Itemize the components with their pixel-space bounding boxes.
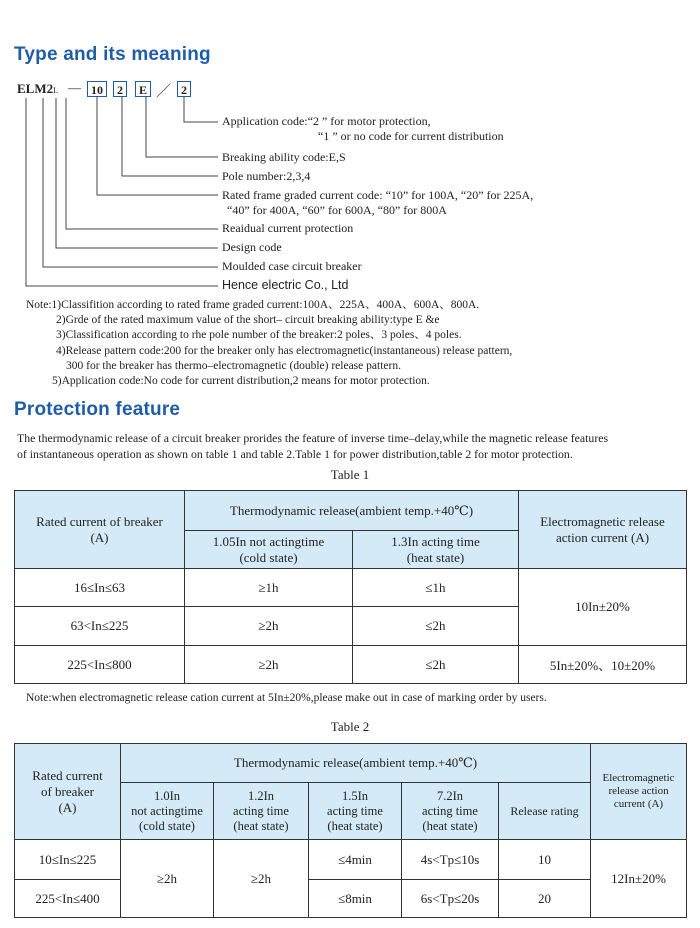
legend-company: Hence electric Co., Ltd: [222, 278, 349, 292]
t1-cell-cold: ≥2h: [185, 646, 353, 684]
note-line: 2)Grde of the rated maximum value of the short– circuit breaking ability:type E &e: [56, 314, 440, 327]
notes-block: [26, 298, 512, 389]
t2-header-c4: 7.2In acting time (heat state): [402, 783, 499, 840]
t2-header-em: Electromagnetic release action current (A): [591, 744, 687, 840]
paragraph-line: The thermodynamic release of a circuit breaker prorides the feature of inverse time–delay,while the magnetic release features: [17, 431, 609, 445]
code-dash: —: [68, 80, 81, 95]
t1-cell-range: 63<In≤225: [15, 607, 185, 646]
t2-header-thermo: Thermodynamic release(ambient temp.+40℃): [121, 744, 591, 783]
legend-residual-current: Reaidual current protection: [222, 221, 354, 235]
t2-cell-c2-merged: ≥2h: [214, 840, 309, 918]
t1-cell-heat: ≤2h: [353, 607, 519, 646]
t1-cell-heat: ≤1h: [353, 569, 519, 607]
table2: [14, 743, 687, 918]
t2-header-c5: Release rating: [499, 783, 591, 840]
legend-design-code: Design code: [222, 240, 282, 254]
note-line: Note:1)Classifition according to rated frame graded current:100A、225A、400A、600A、800A.: [26, 299, 480, 311]
t1-cell-em-last: 5In±20%、10±20%: [519, 646, 687, 684]
t2-cell-range: 10≤In≤225: [15, 840, 121, 880]
legend-application-code-2: “1 ” or no code for current distribution: [318, 129, 504, 143]
code-slash: ／: [156, 84, 172, 100]
legend-rated-frame: Rated frame graded current code: “10” for 100A, “20” for 225A,: [222, 188, 534, 202]
table-row: [15, 880, 687, 918]
note-line: 5)Application code:No code for current distribution,2 means for motor protection.: [52, 375, 430, 388]
t1-cell-cold: ≥1h: [185, 569, 353, 607]
t2-cell-c5: 10: [499, 840, 591, 880]
t1-cell-cold: ≥2h: [185, 607, 353, 646]
t1-cell-range: 16≤In≤63: [15, 569, 185, 607]
note-line: 300 for the breaker has thermo–electromagnetic (double) release pattern.: [66, 359, 401, 372]
note-line: 4)Release pattern code:200 for the breaker only has electromagnetic(instantaneous) release pattern,: [56, 344, 513, 357]
t2-header-c2: 1.2In acting time (heat state): [214, 783, 309, 840]
section-title-protection: Protection feature: [14, 399, 181, 420]
t2-cell-c3: ≤8min: [309, 880, 402, 918]
table1-note: Note:when electromagnetic release cation current at 5In±20%,please make out in case of marking order by users.: [26, 692, 547, 704]
code-prefix: ELM2L: [17, 81, 59, 96]
t1-cell-em-merged: 10In±20%: [519, 569, 687, 646]
t1-header-cold: 1.05In not actingtime (cold state): [185, 531, 353, 569]
t2-cell-c5: 20: [499, 880, 591, 918]
section-title-type-meaning: Type and its meaning: [14, 44, 211, 65]
t2-cell-c1-merged: ≥2h: [121, 840, 214, 918]
legend-application-code: Application code:“2 ” for motor protection,: [222, 114, 431, 128]
t2-cell-c4: 6s<Tp≤20s: [402, 880, 499, 918]
paragraph-line: of instantaneous operation as shown on table 1 and table 2.Table 1 for power distribution,table 2 for motor protection.: [17, 447, 573, 461]
t2-header-rated: Rated current of breaker (A): [15, 744, 121, 840]
legend-breaking-ability: Breaking ability code:E,S: [222, 150, 346, 164]
code-poles-box: 2: [113, 81, 127, 97]
t1-header-heat: 1.3In acting time (heat state): [353, 531, 519, 569]
protection-paragraph: [17, 430, 700, 462]
t1-header-rated: Rated current of breaker (A): [15, 491, 185, 569]
t2-cell-c4: 4s<Tp≤10s: [402, 840, 499, 880]
t1-header-thermo: Thermodynamic release(ambient temp.+40℃): [185, 491, 519, 531]
t2-header-c1: 1.0In not actingtime (cold state): [121, 783, 214, 840]
code-breaking-box: E: [135, 81, 151, 97]
table1-caption: Table 1: [330, 467, 370, 482]
t2-cell-em-merged: 12In±20%: [591, 840, 687, 918]
t1-header-em: Electromagnetic release action current (A): [519, 491, 687, 569]
code-frame-box: 10: [87, 81, 107, 97]
t1-cell-range: 225<In≤800: [15, 646, 185, 684]
table-row: [15, 569, 687, 607]
t2-header-c3: 1.5In acting time (heat state): [309, 783, 402, 840]
legend-rated-frame-2: “40” for 400A, “60” for 600A, “80” for 800A: [227, 203, 447, 217]
code-app-box: 2: [177, 81, 191, 97]
t2-cell-c3: ≤4min: [309, 840, 402, 880]
t2-cell-range: 225<In≤400: [15, 880, 121, 918]
t1-cell-heat: ≤2h: [353, 646, 519, 684]
table2-caption: Table 2: [330, 719, 370, 734]
table1: [14, 490, 687, 684]
table-row: [15, 840, 687, 880]
legend-pole-number: Pole number:2,3,4: [222, 169, 311, 183]
code-connector-lines: [0, 0, 700, 300]
table-row: [15, 646, 687, 684]
legend-moulded-case: Moulded case circuit breaker: [222, 259, 362, 273]
note-line: 3)Classification according to rhe pole number of the breaker:2 poles、3 poles、4 poles.: [56, 329, 462, 342]
